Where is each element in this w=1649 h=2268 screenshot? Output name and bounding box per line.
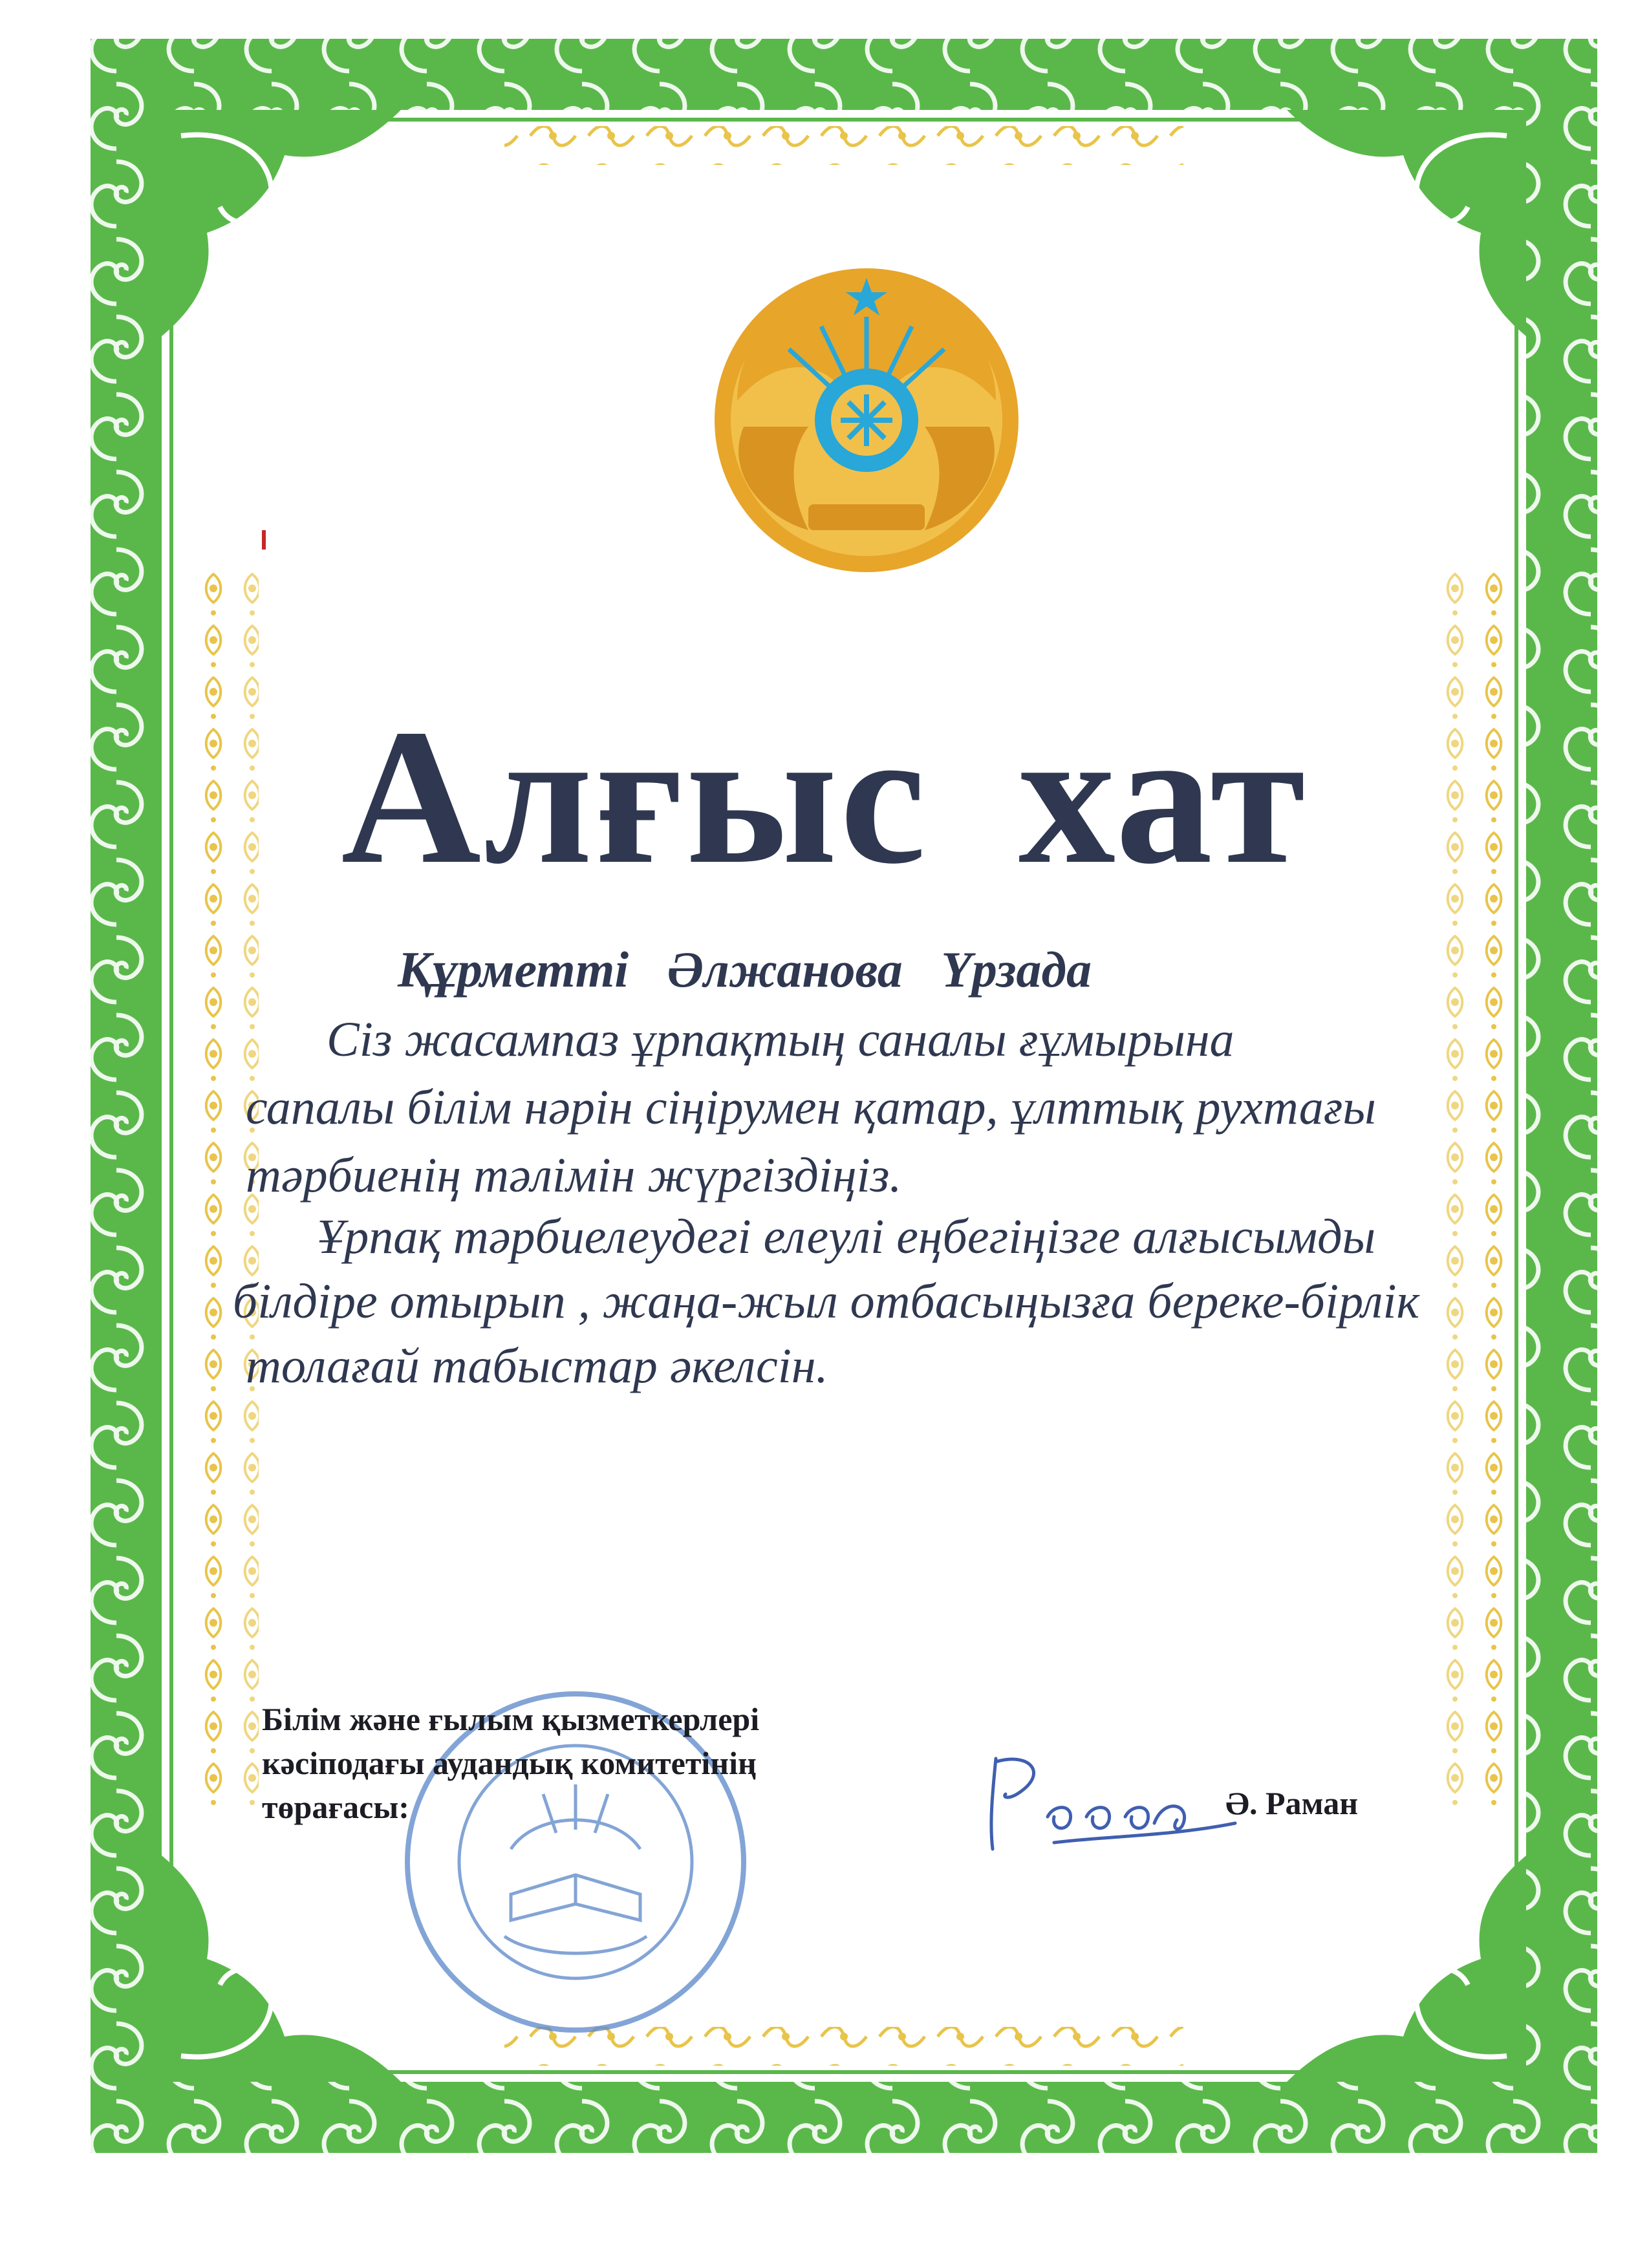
signer-name: Ә. Раман	[1225, 1785, 1359, 1821]
body-line-2: сапалы білім нәрін сіңірумен қатар, ұлттық рухтағы	[246, 1080, 1376, 1135]
footer-line-3: төрағасы:	[262, 1789, 409, 1825]
signature	[976, 1739, 1248, 1862]
body-line-4: Ұрпақ тәрбиелеудегі елеулі еңбегіңізге алғысымды	[317, 1210, 1376, 1264]
footer-signature-block	[262, 1697, 759, 1829]
footer-line-1: Білім және ғылым қызметкерлері	[262, 1701, 760, 1737]
document-title: Алғыс хат	[341, 689, 1308, 904]
body-line-6: толағай табыстар әкелсін.	[246, 1339, 828, 1393]
state-emblem-icon	[698, 259, 1035, 582]
greeting-line: Құрметті Әлжанова Үрзада	[398, 941, 1092, 998]
red-mark	[262, 530, 266, 550]
body-line-1: Сіз жасампаз ұрпақтың саналы ғұмырына	[327, 1012, 1234, 1067]
footer-line-2: кәсіподағы аудандық комитетінің	[262, 1745, 757, 1781]
body-line-3: тәрбиенің тәлімін жүргіздіңіз.	[246, 1148, 902, 1203]
body-line-5: білдіре отырып , жаңа-жыл отбасыңызға береке-бірлік	[233, 1274, 1420, 1329]
